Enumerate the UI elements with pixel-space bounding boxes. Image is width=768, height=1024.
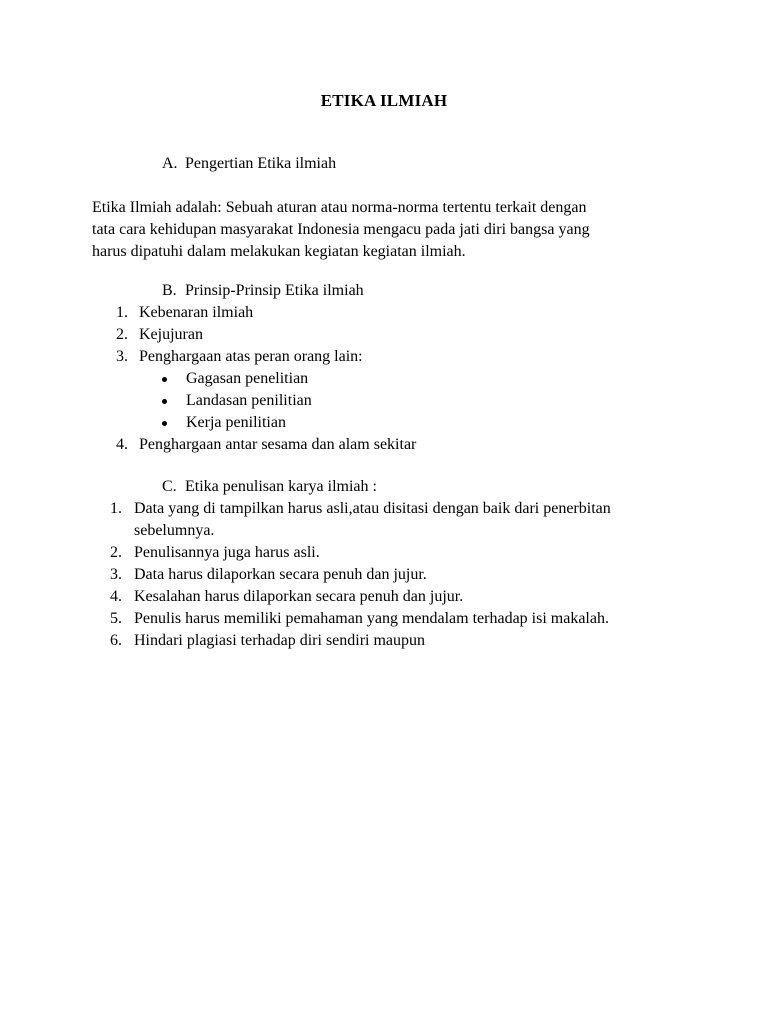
list-item: [116, 324, 363, 346]
bullet-text: Landasan penilitian: [186, 392, 312, 409]
bullet-item: [162, 368, 312, 390]
section-b-letter: B.: [162, 282, 177, 299]
section-c-title: Etika penulisan karya ilmiah :: [185, 478, 377, 495]
list-item-text: Kejujuran: [139, 326, 203, 343]
list-item-text: Kebenaran ilmiah: [139, 304, 254, 321]
list-item: [116, 434, 416, 456]
list-item: [110, 498, 611, 542]
list-item-text: Hindari plagiasi terhadap diri sendiri maupun: [134, 632, 426, 649]
list-number: 6.: [110, 632, 122, 649]
list-number: 3.: [116, 348, 128, 365]
list-number: 4.: [116, 436, 128, 453]
list-number: 1.: [110, 500, 122, 517]
section-c-heading: [162, 476, 377, 498]
bullet-text: Kerja penilitian: [186, 414, 286, 431]
list-item-text: Kesalahan harus dilaporkan secara penuh dan jujur.: [134, 588, 464, 605]
list-number: 1.: [116, 304, 128, 321]
list-item: [110, 630, 611, 652]
list-item-text: Data yang di tampilkan harus asli,atau disitasi dengan baik dari penerbitan: [134, 500, 611, 517]
list-item-text-continued: sebelumnya.: [134, 522, 215, 539]
list-number: 2.: [116, 326, 128, 343]
section-a-title: Pengertian Etika ilmiah: [185, 155, 337, 172]
list-item: [116, 346, 363, 368]
list-item-text: Data harus dilaporkan secara penuh dan jujur.: [134, 566, 427, 583]
section-b-list-continued: [116, 434, 416, 456]
document-title: ETIKA ILMIAH: [320, 91, 448, 110]
list-item: [110, 608, 611, 630]
list-number: 4.: [110, 588, 122, 605]
list-number: 5.: [110, 610, 122, 627]
paragraph-line: tata cara kehidupan masyarakat Indonesia mengacu pada jati diri bangsa yang: [92, 221, 590, 238]
list-item-text: Penulis harus memiliki pemahaman yang mendalam terhadap isi makalah.: [134, 610, 609, 627]
paragraph-line: harus dipatuhi dalam melakukan kegiatan kegiatan ilmiah.: [92, 243, 466, 260]
list-item: [110, 564, 611, 586]
section-b-heading: [162, 280, 364, 302]
bullet-text: Gagasan penelitian: [186, 370, 309, 387]
list-item: [110, 586, 611, 608]
list-item: [116, 302, 363, 324]
list-item-text: Penghargaan antar sesama dan alam sekitar: [139, 436, 417, 453]
section-a-letter: A.: [162, 155, 178, 172]
section-b-title: Prinsip-Prinsip Etika ilmiah: [185, 282, 364, 299]
list-number: 3.: [110, 566, 122, 583]
section-c-list: [110, 498, 611, 652]
bullet-item: [162, 390, 312, 412]
list-item-text: Penghargaan atas peran orang lain:: [139, 348, 363, 365]
section-b-list: [116, 302, 363, 368]
bullet-dot-icon: [162, 399, 167, 404]
bullet-dot-icon: [162, 421, 167, 426]
bullet-item: [162, 412, 312, 434]
section-a-heading: [162, 153, 336, 175]
paragraph-line: Etika Ilmiah adalah: Sebuah aturan atau norma-norma tertentu terkait dengan: [92, 199, 587, 216]
list-number: 2.: [110, 544, 122, 561]
section-a-paragraph: [92, 197, 692, 263]
section-b-sub-bullets: [162, 368, 312, 434]
section-c-letter: C.: [162, 478, 177, 495]
list-item: [110, 542, 611, 564]
list-item-text: Penulisannya juga harus asli.: [134, 544, 320, 561]
bullet-dot-icon: [162, 377, 167, 382]
